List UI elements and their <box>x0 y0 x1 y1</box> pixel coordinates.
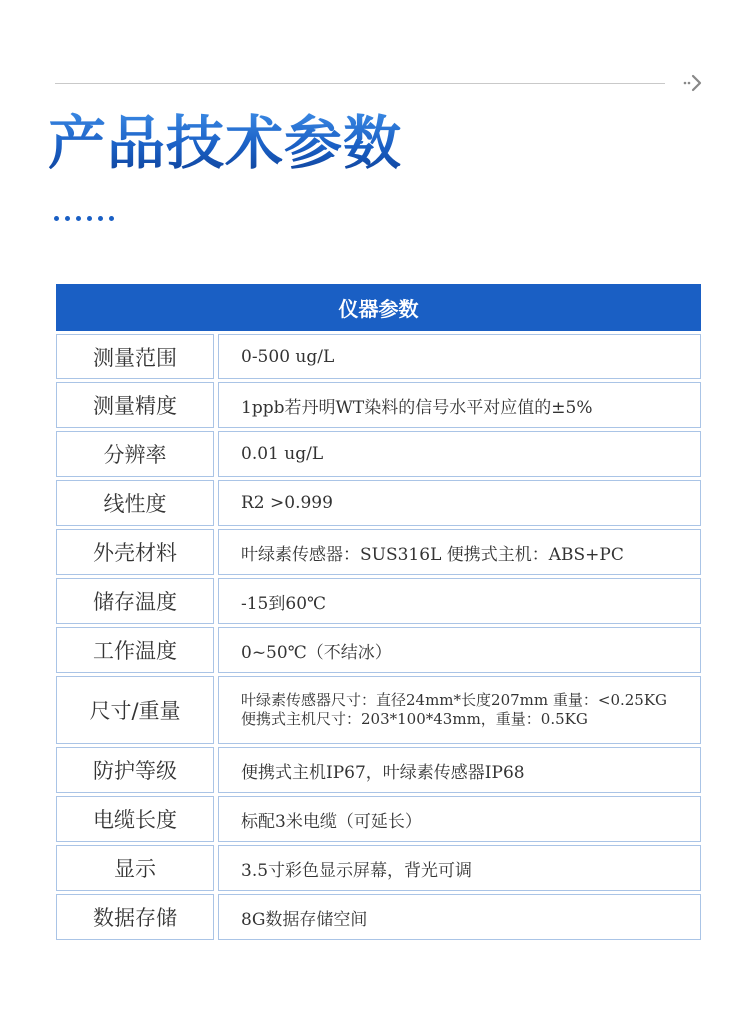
table-row <box>56 480 701 526</box>
table-row <box>56 796 701 842</box>
row-value <box>218 894 701 940</box>
row-value <box>218 796 701 842</box>
row-value <box>218 431 701 477</box>
row-value <box>218 627 701 673</box>
dot-icon <box>109 216 114 221</box>
row-label: 分辨率 <box>56 431 214 477</box>
row-value <box>218 480 701 526</box>
table-row <box>56 578 701 624</box>
dot-icon <box>98 216 103 221</box>
value-line: 0-500 ug/L <box>241 346 335 367</box>
row-label: 防护等级 <box>56 747 214 793</box>
table-row <box>56 334 701 379</box>
table-row <box>56 747 701 793</box>
dot-icon <box>76 216 81 221</box>
row-label: 测量范围 <box>56 334 214 379</box>
row-value <box>218 676 701 744</box>
row-value <box>218 334 701 379</box>
value-line: 叶绿素传感器尺寸：直径24mm*长度207mm 重量：<0.25KG <box>241 691 668 709</box>
row-label: 储存温度 <box>56 578 214 624</box>
row-value <box>218 382 701 428</box>
value-line: 便携式主机尺寸：203*100*43mm，重量：0.5KG <box>241 710 588 728</box>
row-label: 尺寸/重量 <box>56 676 214 744</box>
value-line: 8G数据存储空间 <box>241 909 368 930</box>
value-line: 叶绿素传感器：SUS316L 便携式主机：ABS+PC <box>241 544 624 565</box>
value-line: 便携式主机IP67，叶绿素传感器IP68 <box>241 762 525 783</box>
value-line: 1ppb若丹明WT染料的信号水平对应值的±5% <box>241 397 593 418</box>
row-label: 数据存储 <box>56 894 214 940</box>
row-value <box>218 578 701 624</box>
table-row <box>56 382 701 428</box>
dot-icon <box>87 216 92 221</box>
table-row <box>56 845 701 891</box>
row-label: 电缆长度 <box>56 796 214 842</box>
row-value <box>218 747 701 793</box>
row-label: 线性度 <box>56 480 214 526</box>
value-line: R2 >0.999 <box>241 493 333 513</box>
value-line: 3.5寸彩色显示屏幕，背光可调 <box>241 860 473 881</box>
table-row <box>56 529 701 575</box>
table-row <box>56 627 701 673</box>
value-line: 标配3米电缆（可延长） <box>241 811 422 832</box>
spec-table-header: 仪器参数 <box>56 284 701 331</box>
row-label: 显示 <box>56 845 214 891</box>
row-label: 工作温度 <box>56 627 214 673</box>
top-divider <box>55 83 665 84</box>
row-value <box>218 529 701 575</box>
row-value <box>218 845 701 891</box>
value-line: -15到60℃ <box>241 593 327 614</box>
value-line: 0~50℃（不结冰） <box>241 642 392 663</box>
row-label: 测量精度 <box>56 382 214 428</box>
decorative-dots <box>54 216 114 221</box>
value-line: 0.01 ug/L <box>241 444 324 464</box>
row-label: 外壳材料 <box>56 529 214 575</box>
dot-icon <box>54 216 59 221</box>
spec-table <box>56 284 701 940</box>
dot-icon <box>65 216 70 221</box>
page-title: 产品技术参数 <box>48 109 403 177</box>
table-row <box>56 676 701 744</box>
chevron-right-icon <box>682 72 704 94</box>
table-row <box>56 431 701 477</box>
table-row <box>56 894 701 940</box>
